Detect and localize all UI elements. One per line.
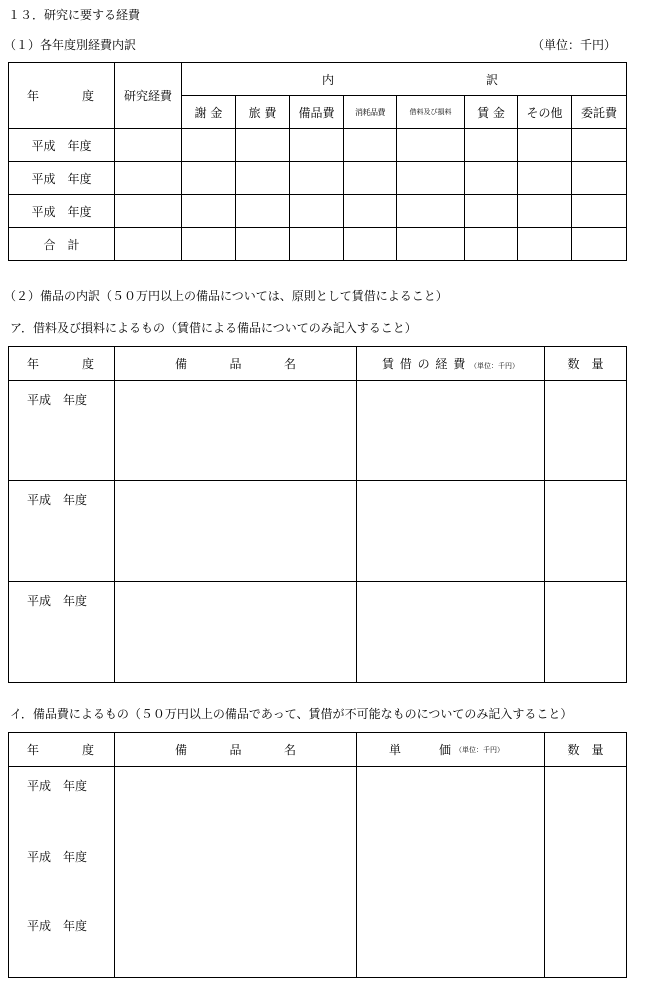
header-year-char2: 度 — [81, 89, 94, 103]
unit-label: （単位：千円） — [532, 38, 617, 52]
cell-rental[interactable] — [397, 129, 465, 162]
cell-rental[interactable] — [397, 228, 465, 261]
cell-commission[interactable] — [572, 228, 627, 261]
cell-equipment[interactable] — [290, 129, 344, 162]
sub-a-title: ア．借料及び損料によるもの（賃借による備品についてのみ記入すること） — [10, 321, 417, 335]
table-row — [9, 481, 627, 582]
header-honorarium: 謝 金 — [182, 96, 236, 129]
header-unit-price — [357, 733, 545, 767]
row-label: 平成 年度 — [27, 919, 88, 933]
cell-research-cost[interactable] — [115, 228, 182, 261]
cell-travel[interactable] — [236, 195, 290, 228]
header-research-cost: 研究経費 — [115, 63, 182, 129]
cell-wages[interactable] — [465, 195, 518, 228]
annual-cost-table — [8, 62, 627, 261]
cell-item-name[interactable] — [115, 481, 357, 582]
row-label: 平成 年度 — [9, 381, 115, 481]
row-label: 平成 年度 — [9, 129, 115, 162]
cell-rental-cost[interactable] — [357, 481, 545, 582]
row-label: 平成 年度 — [27, 850, 88, 864]
cell-consumables[interactable] — [344, 162, 397, 195]
cell-equipment[interactable] — [290, 195, 344, 228]
cell-other[interactable] — [518, 129, 572, 162]
cell-equipment[interactable] — [290, 228, 344, 261]
cell-unit-price[interactable] — [357, 767, 545, 978]
table-row — [9, 381, 627, 481]
total-label: 合 計 — [9, 228, 115, 261]
cell-item-name[interactable] — [115, 767, 357, 978]
sub-b-title: イ．備品費によるもの（５０万円以上の備品であって、賃借が不可能なものについてのみ記入すること） — [10, 707, 573, 721]
cell-travel[interactable] — [236, 228, 290, 261]
cell-honorarium[interactable] — [182, 195, 236, 228]
table-row — [9, 582, 627, 683]
cell-honorarium[interactable] — [182, 228, 236, 261]
cell-wages[interactable] — [465, 129, 518, 162]
cell-travel[interactable] — [236, 162, 290, 195]
header-item-name-char2: 品 — [229, 743, 242, 757]
header-unit-price-char2: 価 — [439, 743, 452, 757]
header-year-char1: 年 — [27, 89, 40, 103]
cell-rental[interactable] — [397, 162, 465, 195]
cell-quantity[interactable] — [545, 767, 627, 978]
cell-quantity[interactable] — [545, 481, 627, 582]
cell-consumables[interactable] — [344, 195, 397, 228]
header-consumables: 消耗品費 — [344, 96, 397, 129]
header-item-name-char1: 備 — [175, 743, 188, 757]
cell-rental[interactable] — [397, 195, 465, 228]
table-body — [9, 767, 627, 978]
cell-wages[interactable] — [465, 162, 518, 195]
table-row — [9, 129, 627, 162]
header-breakdown-char2: 訳 — [486, 72, 499, 87]
row-label: 平成 年度 — [9, 162, 115, 195]
table-row — [9, 195, 627, 228]
header-year-char1: 年 — [27, 357, 40, 371]
header-breakdown-char1: 内 — [322, 72, 335, 87]
header-year-char2: 度 — [81, 357, 94, 371]
cell-consumables[interactable] — [344, 129, 397, 162]
cell-research-cost[interactable] — [115, 195, 182, 228]
header-unit-price-char1: 単 — [389, 743, 402, 757]
part2-title: （２）備品の内訳（５０万円以上の備品については、原則として賃借によること） — [4, 289, 448, 303]
header-rental-cost-unit: （単位：千円） — [470, 362, 520, 370]
cell-wages[interactable] — [465, 228, 518, 261]
cell-honorarium[interactable] — [182, 129, 236, 162]
header-quantity: 数 量 — [545, 733, 627, 767]
header-equipment: 備品費 — [290, 96, 344, 129]
cell-travel[interactable] — [236, 129, 290, 162]
header-year-char2: 度 — [81, 743, 94, 757]
header-item-name-char1: 備 — [175, 357, 188, 371]
header-item-name-char3: 名 — [283, 357, 296, 371]
section-title: １３．研究に要する経費 — [8, 8, 141, 22]
header-year — [9, 347, 115, 381]
cell-research-cost[interactable] — [115, 162, 182, 195]
header-year — [9, 63, 115, 129]
header-rental-cost — [357, 347, 545, 381]
purchased-equipment-table — [8, 732, 627, 978]
header-item-name-char3: 名 — [283, 743, 296, 757]
cell-research-cost[interactable] — [115, 129, 182, 162]
cell-commission[interactable] — [572, 129, 627, 162]
row-label: 平成 年度 — [9, 481, 115, 582]
header-item-name-char2: 品 — [229, 357, 242, 371]
header-other: その他 — [518, 96, 572, 129]
cell-commission[interactable] — [572, 162, 627, 195]
header-unit-price-unit: （単位：千円） — [455, 745, 505, 754]
header-rental: 借料及び損料 — [397, 96, 465, 129]
cell-consumables[interactable] — [344, 228, 397, 261]
cell-quantity[interactable] — [545, 381, 627, 481]
header-year-char1: 年 — [27, 743, 40, 757]
row-label: 平成 年度 — [27, 779, 88, 793]
cell-quantity[interactable] — [545, 582, 627, 683]
header-item-name — [115, 733, 357, 767]
cell-commission[interactable] — [572, 195, 627, 228]
cell-rental-cost[interactable] — [357, 381, 545, 481]
cell-rental-cost[interactable] — [357, 582, 545, 683]
row-label: 平成 年度 — [9, 195, 115, 228]
total-row — [9, 228, 627, 261]
rental-equipment-table — [8, 346, 627, 683]
cell-item-name[interactable] — [115, 381, 357, 481]
row-label: 平成 年度 — [9, 582, 115, 683]
header-quantity: 数 量 — [545, 347, 627, 381]
header-wages: 賃 金 — [465, 96, 518, 129]
cell-other[interactable] — [518, 195, 572, 228]
cell-other[interactable] — [518, 228, 572, 261]
cell-honorarium[interactable] — [182, 162, 236, 195]
table-row — [9, 162, 627, 195]
header-breakdown — [182, 63, 627, 96]
cell-equipment[interactable] — [290, 162, 344, 195]
header-rental-cost-label: 賃 借 の 経 費 — [381, 357, 467, 371]
cell-other[interactable] — [518, 162, 572, 195]
cell-item-name[interactable] — [115, 582, 357, 683]
header-item-name — [115, 347, 357, 381]
header-year — [9, 733, 115, 767]
part1-title: （１）各年度別経費内訳 — [4, 38, 137, 52]
header-commission: 委託費 — [572, 96, 627, 129]
header-travel: 旅 費 — [236, 96, 290, 129]
year-column — [9, 767, 115, 978]
